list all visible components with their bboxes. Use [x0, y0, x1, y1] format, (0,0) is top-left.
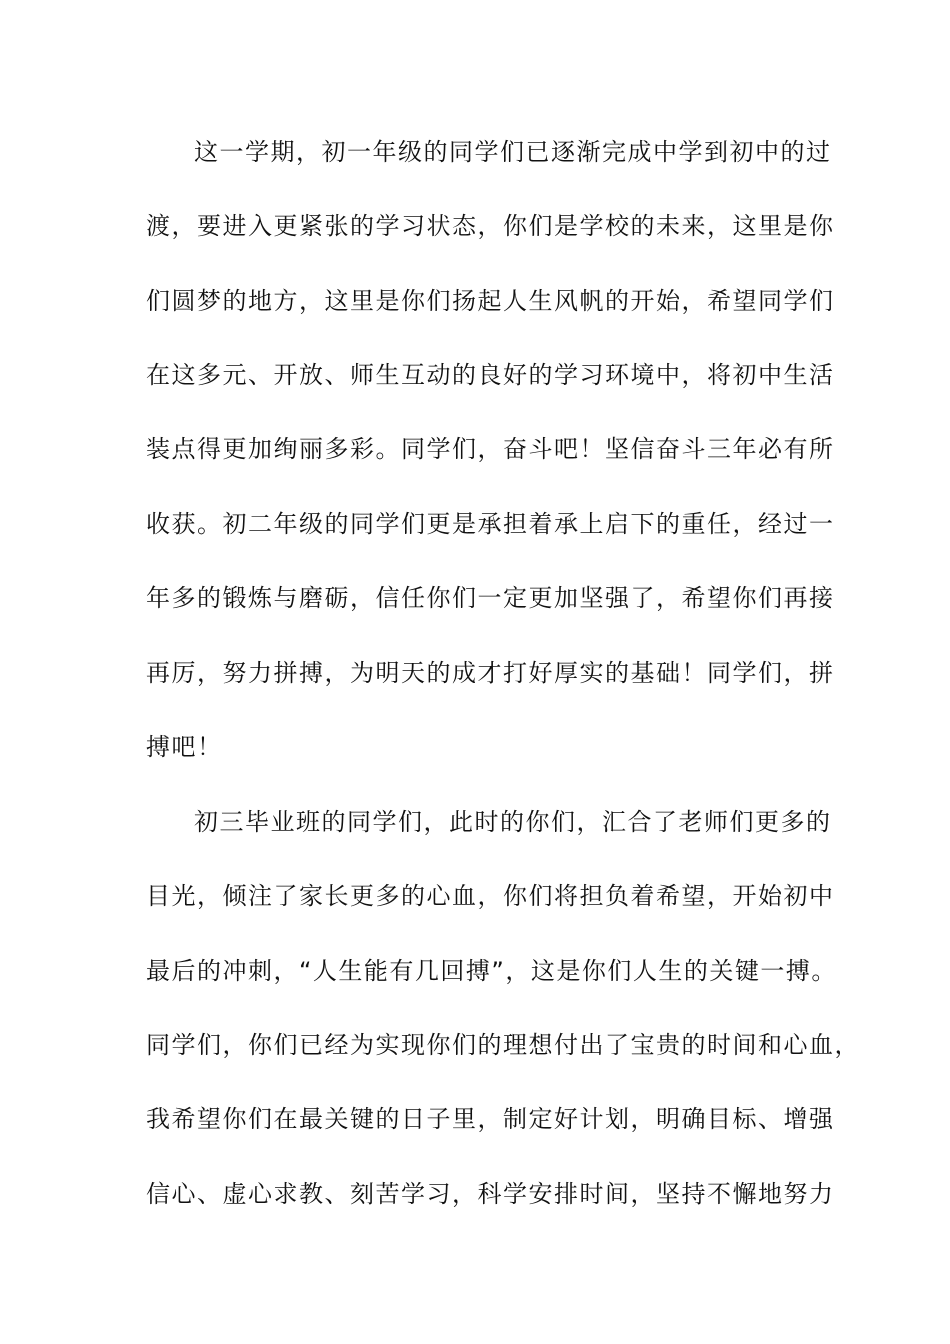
text-line: 搏吧！	[146, 733, 223, 761]
text-line: 收获。初二年级的同学们更是承担着承上启下的重任，经过一	[146, 510, 835, 538]
text-line: 再厉，努力拼搏，为明天的成才打好厚实的基础！同学们，拼	[146, 659, 835, 687]
text-line: 年多的锻炼与磨砺，信任你们一定更加坚强了，希望你们再接	[146, 584, 835, 612]
text-line: 在这多元、开放、师生互动的良好的学习环境中，将初中生活	[146, 361, 835, 389]
text-line: 最后的冲刺，“人生能有几回搏”，这是你们人生的关键一搏。	[146, 957, 837, 985]
text-line: 目光，倾注了家长更多的心血，你们将担负着希望，开始初中	[146, 882, 835, 910]
text-line: 这一学期，初一年级的同学们已逐渐完成中学到初中的过	[194, 138, 832, 166]
text-line: 同学们，你们已经为实现你们的理想付出了宝贵的时间和心血，	[146, 1031, 860, 1059]
text-line: 装点得更加绚丽多彩。同学们，奋斗吧！坚信奋斗三年必有所	[146, 435, 835, 463]
text-line: 初三毕业班的同学们，此时的你们，汇合了老师们更多的	[194, 808, 832, 836]
text-line: 渡，要进入更紧张的学习状态，你们是学校的未来，这里是你	[146, 212, 835, 240]
text-line: 信心、虚心求教、刻苦学习，科学安排时间，坚持不懈地努力	[146, 1180, 835, 1208]
text-line: 我希望你们在最关键的日子里，制定好计划，明确目标、增强	[146, 1105, 835, 1133]
text-line: 们圆梦的地方，这里是你们扬起人生风帆的开始，希望同学们	[146, 287, 835, 315]
